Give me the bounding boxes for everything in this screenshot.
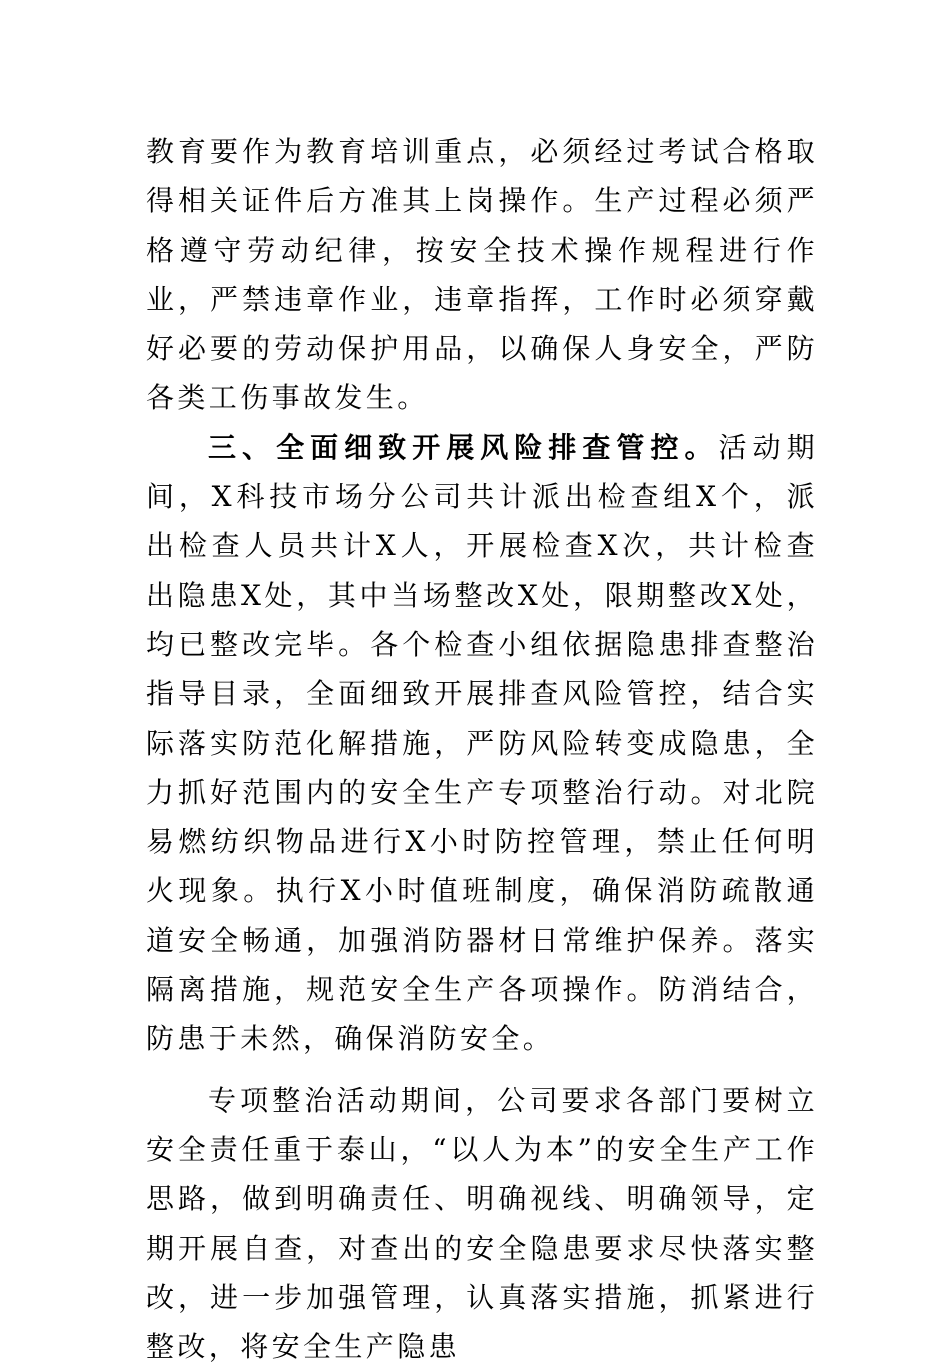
paragraph-campaign-requirements bbox=[146, 1076, 818, 1371]
paragraph-text: 活动期间，X科技市场分公司共计派出检查组X个，派出检查人员共计X人，开展检查X次，共计检查出隐患X处，其中当场整改X处，限期整改X处，均已整改完毕。各个检查小组依据隐患排查整治指导目录，全面细致开展排查风险管控，结合实际落实防范化解措施，严防风险转变成隐患，全力抓好范围内的安全生产专项整治行动。对北院易燃纺织物品进行X小时防控管理，禁止任何明火现象。执行X小时值班制度，确保消防疏散通道安全畅通，加强消防器材日常维护保养。落实隔离措施，规范安全生产各项操作。防消结合，防患于未然，确保消防安全。 bbox=[146, 430, 818, 1056]
document-body bbox=[146, 127, 818, 1371]
paragraph-gap bbox=[146, 1064, 818, 1076]
paragraph-training bbox=[146, 127, 818, 423]
section-heading: 三、全面细致开展风险排查管控。 bbox=[208, 430, 719, 464]
paragraph-text: 教育要作为教育培训重点，必须经过考试合格取得相关证件后方准其上岗操作。生产过程必须严格遵守劳动纪律，按安全技术操作规程进行作业，严禁违章作业，违章指挥，工作时必须穿戴好必要的劳动保护用品，以确保人身安全，严防各类工伤事故发生。 bbox=[146, 135, 818, 415]
paragraph-text: 专项整治活动期间，公司要求各部门要树立安全责任重于泰山，“以人为本”的安全生产工作思路，做到明确责任、明确视线、明确领导，定期开展自查，对查出的安全隐患要求尽快落实整改，进一步加强管理，认真落实措施，抓紧进行整改，将安全生产隐患 bbox=[146, 1083, 818, 1364]
paragraph-risk-inspection bbox=[146, 423, 818, 1064]
